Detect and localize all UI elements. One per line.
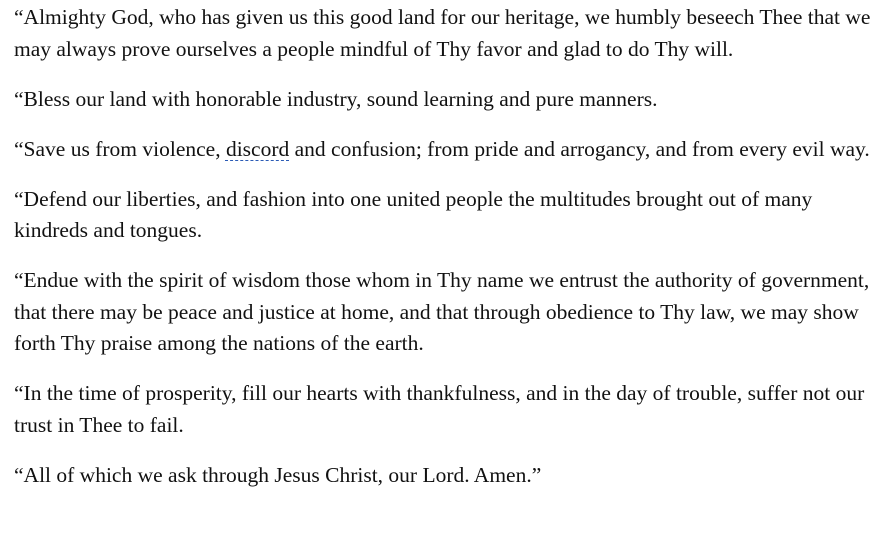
paragraph-3-start: “Save us from violence, <box>14 136 226 161</box>
paragraph-3-end: and confusion; from pride and arrogancy, and from every evil way. <box>289 136 870 161</box>
paragraph-5: “Endue with the spirit of wisdom those whom in Thy name we entrust the authority of government, that there may be peace and justice at home, and that through obedience to Thy law, we may show forth Thy praise among the nations of the earth. <box>14 268 870 355</box>
paragraph-4: “Defend our liberties, and fashion into one united people the multitudes brought out of many kindreds and tongues. <box>14 186 813 242</box>
paragraph-7: “All of which we ask through Jesus Christ, our Lord. Amen.” <box>14 462 542 487</box>
grammar-flagged-word[interactable]: discord <box>225 136 290 161</box>
paragraph-2: “Bless our land with honorable industry, sound learning and pure manners. <box>14 86 658 111</box>
document-body[interactable] <box>14 2 886 491</box>
paragraph-6: “In the time of prosperity, fill our hearts with thankfulness, and in the day of trouble, suffer not our trust in Thee to fail. <box>14 381 865 437</box>
paragraph-3 <box>14 134 886 166</box>
paragraph-1: “Almighty God, who has given us this good land for our heritage, we humbly beseech Thee that we may always prove ourselves a people mindful of Thy favor and glad to do Thy will. <box>14 5 871 61</box>
